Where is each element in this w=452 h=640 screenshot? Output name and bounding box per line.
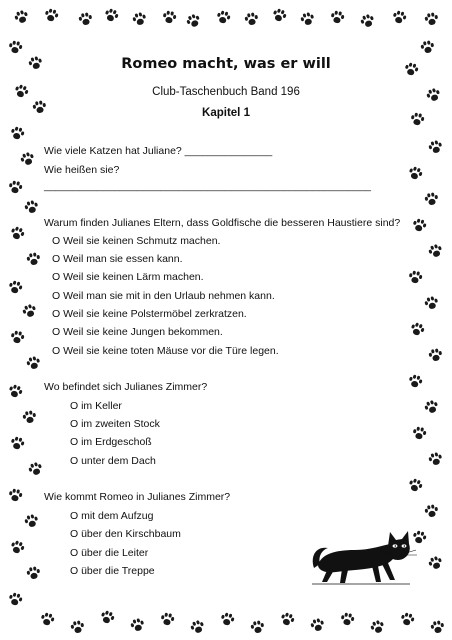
option-dead-mice: O Weil sie keine toten Mäuse vor die Türe legen. xyxy=(52,345,279,357)
paw-print-icon xyxy=(26,460,44,478)
option-no-kittens: O Weil sie keine Jungen bekommen. xyxy=(52,326,223,338)
option-stairs: O über die Treppe xyxy=(70,565,155,577)
paw-print-icon xyxy=(218,610,235,627)
option-cherry-tree: O über den Kirschbaum xyxy=(70,528,181,540)
paw-print-icon xyxy=(25,565,41,581)
paw-print-icon xyxy=(8,124,25,141)
black-cat-icon xyxy=(306,528,418,586)
paw-print-icon xyxy=(7,487,23,503)
option-edible: O Weil man sie essen kann. xyxy=(52,253,183,265)
paw-print-icon xyxy=(6,382,24,400)
option-second-floor: O im zweiten Stock xyxy=(70,418,160,430)
paw-print-icon xyxy=(406,476,424,494)
paw-print-icon xyxy=(406,164,424,182)
paw-print-icon xyxy=(398,610,415,627)
paw-print-icon xyxy=(24,354,41,371)
paw-print-icon xyxy=(184,12,203,31)
option-ladder: O über die Leiter xyxy=(70,547,149,559)
paw-print-icon xyxy=(188,618,206,636)
paw-print-icon xyxy=(423,191,439,207)
paw-print-icon xyxy=(20,302,38,320)
paw-print-icon xyxy=(419,39,435,55)
option-no-noise: O Weil sie keinen Lärm machen. xyxy=(52,271,204,283)
paw-print-icon xyxy=(128,616,145,633)
paw-print-icon xyxy=(358,12,376,30)
paw-print-icon xyxy=(270,6,288,24)
paw-print-icon xyxy=(9,329,25,345)
paw-print-icon xyxy=(8,224,26,242)
paw-print-icon xyxy=(22,198,39,215)
chapter-heading: Kapitel 1 xyxy=(202,107,250,119)
paw-print-icon xyxy=(278,610,296,628)
paw-print-icon xyxy=(243,11,259,27)
paw-print-icon xyxy=(410,216,427,233)
paw-print-icon xyxy=(161,9,177,25)
paw-print-icon xyxy=(368,618,386,636)
paw-print-icon xyxy=(298,10,315,27)
answer-line: ________________________________________________________ xyxy=(44,180,372,192)
question-cat-names: Wie heißen sie? xyxy=(44,164,120,176)
option-elevator: O mit dem Aufzug xyxy=(70,510,154,522)
paw-print-icon xyxy=(8,434,25,451)
paw-print-icon xyxy=(69,619,85,635)
page-title: Romeo macht, was er will xyxy=(121,56,331,72)
paw-print-icon xyxy=(98,608,116,626)
question-room-location: Wo befindet sich Julianes Zimmer? xyxy=(44,381,208,393)
paw-print-icon xyxy=(411,425,427,441)
option-cellar: O im Keller xyxy=(70,400,122,412)
option-vacation: O Weil man sie mit in den Urlaub nehmen kann. xyxy=(52,290,275,302)
paw-print-icon xyxy=(422,294,439,311)
question-goldfish: Warum finden Julianes Eltern, dass Goldfische die besseren Haustiere sind? xyxy=(44,217,401,229)
paw-print-icon xyxy=(77,11,93,27)
paw-print-icon xyxy=(25,251,41,267)
paw-print-icon xyxy=(407,269,423,285)
paw-print-icon xyxy=(429,619,445,635)
paw-print-icon xyxy=(8,538,26,556)
paw-print-icon xyxy=(12,8,30,26)
question-romeo-access: Wie kommt Romeo in Julianes Zimmer? xyxy=(44,491,231,503)
paw-print-icon xyxy=(426,242,444,260)
option-furniture: O Weil sie keine Polstermöbel zerkratzen. xyxy=(52,308,247,320)
book-subtitle: Club-Taschenbuch Band 196 xyxy=(152,86,300,98)
paw-print-icon xyxy=(22,512,39,529)
paw-print-icon xyxy=(102,6,120,24)
paw-print-icon xyxy=(7,39,23,55)
paw-print-icon xyxy=(422,398,440,416)
paw-print-icon xyxy=(308,616,325,633)
paw-print-icon xyxy=(426,450,443,467)
paw-print-icon xyxy=(390,8,407,25)
paw-print-icon xyxy=(18,150,36,168)
paw-print-icon xyxy=(427,347,443,363)
paw-print-icon xyxy=(329,9,345,25)
option-attic: O unter dem Dach xyxy=(70,455,156,467)
paw-print-icon xyxy=(339,611,355,627)
option-no-dirt: O Weil sie keinen Schmutz machen. xyxy=(52,235,221,247)
paw-print-icon xyxy=(130,10,147,27)
paw-print-icon xyxy=(21,409,37,425)
paw-print-icon xyxy=(7,179,23,195)
paw-print-icon xyxy=(159,611,175,627)
paw-print-icon xyxy=(249,619,265,635)
paw-print-icon xyxy=(6,278,23,295)
paw-print-icon xyxy=(38,610,55,627)
paw-print-icon xyxy=(408,320,426,338)
paw-print-icon xyxy=(423,11,439,27)
paw-print-icon xyxy=(214,8,231,25)
paw-print-icon xyxy=(406,372,423,389)
paw-print-icon xyxy=(426,554,444,572)
paw-print-icon xyxy=(423,503,439,519)
option-ground-floor: O im Erdgeschoß xyxy=(70,436,152,448)
question-cat-count: Wie viele Katzen hat Juliane? _______________ xyxy=(44,145,273,157)
paw-print-icon xyxy=(426,138,443,155)
paw-print-icon xyxy=(42,6,59,23)
paw-print-icon xyxy=(6,590,23,607)
